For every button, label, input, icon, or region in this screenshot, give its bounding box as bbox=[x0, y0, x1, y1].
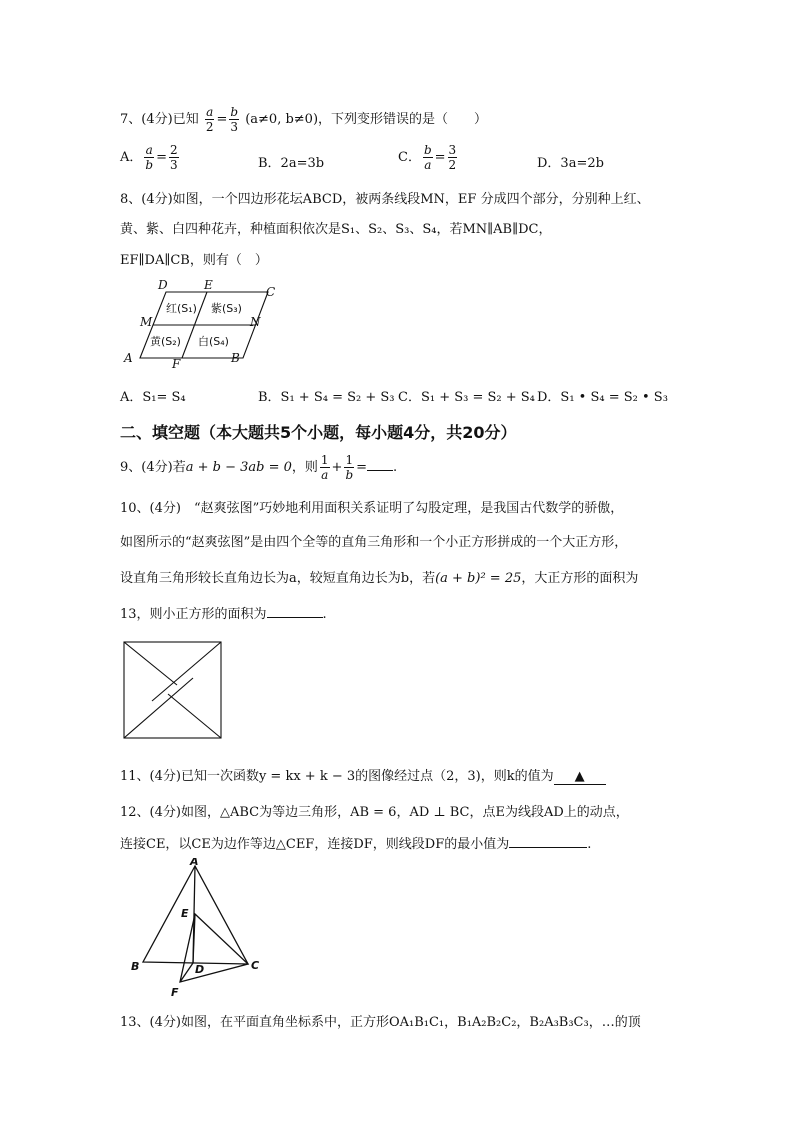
region-yellow: 黄(S₂) bbox=[150, 335, 181, 348]
q12-line1: 12、(4分)如图，△ABC为等边三角形，AB = 6，AD ⊥ BC，点E为线段AD上的动点， bbox=[120, 805, 629, 820]
q7-option-d: D．3a=2b bbox=[537, 156, 604, 171]
region-red: 红(S₁) bbox=[166, 302, 197, 315]
q9-equation: a + b − 3ab = 0 bbox=[185, 460, 292, 475]
q7-frac-a2: $\frac{a}{2}$ bbox=[205, 105, 214, 134]
label-e: E bbox=[204, 278, 213, 292]
region-white: 白(S₄) bbox=[198, 335, 229, 348]
q10-line1: 10、(4分) “赵爽弦图”巧妙地利用面积关系证明了勾股定理，是我国古代数学的骄傲， bbox=[120, 501, 624, 516]
triangle-cef bbox=[180, 914, 248, 982]
label-b: B bbox=[131, 960, 140, 973]
q8-line3: EF∥DA∥CB，则有（ ） bbox=[120, 253, 268, 268]
q8-line2: 黄、紫、白四种花卉，种植面积依次是S₁、S₂、S₃、S₄，若MN∥AB∥DC， bbox=[120, 222, 552, 237]
q12-line2: 连接CE，以CE为边作等边△CEF，连接DF，则线段DF的最小值为 . bbox=[120, 837, 592, 852]
q8-line1: 8、(4分)如图，一个四边形花坛ABCD，被两条线段MN，EF 分成四个部分，分别种上红、 bbox=[120, 192, 650, 207]
q11-stem: 11、(4分)已知一次函数y = kx + k − 3的图像经过点（2，3)，则k的值为 ▲ bbox=[120, 765, 606, 785]
triangle-edge-1 bbox=[124, 642, 177, 685]
q10-line4: 13，则小正方形的面积为 . bbox=[120, 607, 327, 622]
q8-option-d: D．S₁ • S₄ = S₂ • S₃ bbox=[537, 390, 668, 405]
q8-option-c: C．S₁ + S₃ = S₂ + S₄ bbox=[398, 390, 535, 405]
label-b: B bbox=[231, 351, 240, 365]
outer-square bbox=[124, 642, 221, 738]
triangle-edge-3 bbox=[168, 694, 221, 738]
q10-line3: 设直角三角形较长直角边长为a，较短直角边长为b，若(a + b)² = 25，大正方形的面积为 bbox=[120, 571, 639, 586]
q12-triangle-figure bbox=[125, 858, 265, 1000]
q13-stem: 13、(4分)如图，在平面直角坐标系中，正方形OA₁B₁C₁，B₁A₂B₂C₂，B₂A₃B₃C₃，…的顶 bbox=[120, 1015, 641, 1030]
q8-parallelogram-figure bbox=[118, 278, 288, 370]
q7-condition: (a≠0, b≠0)，下列变形错误的是（ ） bbox=[245, 112, 488, 127]
label-f: F bbox=[171, 986, 179, 999]
label-e: E bbox=[181, 907, 189, 920]
q12-answer-blank[interactable] bbox=[509, 847, 587, 848]
q9-stem: 9、(4分)若a + b − 3ab = 0，则 $\frac{1}{a}$ + $\frac{1}{b}$ = . bbox=[120, 453, 398, 482]
label-m: M bbox=[140, 315, 153, 329]
q7-frac-b3: $\frac{b}{3}$ bbox=[230, 105, 239, 134]
q8-option-a: A．S₁= S₄ bbox=[120, 390, 186, 405]
label-d: D bbox=[195, 963, 205, 976]
triangle-edge-4 bbox=[124, 678, 193, 738]
q7-stem: 7、(4分)已知 $\frac{a}{2}$ = $\frac{b}{3}$ (a≠0, b≠0)，下列变形错误的是（ ） bbox=[120, 105, 488, 134]
q10-line2: 如图所示的“赵爽弦图”是由四个全等的直角三角形和一个小正方形拼成的一个大正方形， bbox=[120, 535, 628, 550]
q8-option-b: B．S₁ + S₄ = S₂ + S₃ bbox=[258, 390, 395, 405]
triangle-edge-2 bbox=[152, 642, 221, 701]
q7-number: 7、(4分) bbox=[120, 112, 173, 127]
label-c: C bbox=[266, 285, 276, 299]
q10-answer-blank[interactable] bbox=[267, 617, 323, 618]
label-d: D bbox=[158, 278, 168, 292]
label-a: A bbox=[190, 858, 199, 868]
q7-option-c: C． $\frac{b}{a}$ = $\frac{3}{2}$ bbox=[398, 143, 457, 172]
q7-option-a: A． $\frac{a}{b}$ = $\frac{2}{3}$ bbox=[120, 143, 178, 172]
q11-answer-blank[interactable]: ▲ bbox=[554, 769, 606, 785]
q7-option-b: B．2a=3b bbox=[258, 156, 325, 171]
q10-equation: (a + b)² = 25 bbox=[435, 571, 522, 586]
region-purple: 紫(S₃) bbox=[211, 302, 242, 315]
label-f: F bbox=[172, 357, 181, 370]
section-fill-in-blank-heading: 二、填空题（本大题共5个小题，每小题4分，共20分） bbox=[120, 423, 517, 442]
q9-answer-blank[interactable] bbox=[367, 470, 393, 471]
label-n: N bbox=[250, 315, 261, 329]
q10-zhao-shuang-figure bbox=[123, 641, 223, 739]
label-a: A bbox=[124, 351, 133, 365]
label-c: C bbox=[251, 959, 260, 972]
